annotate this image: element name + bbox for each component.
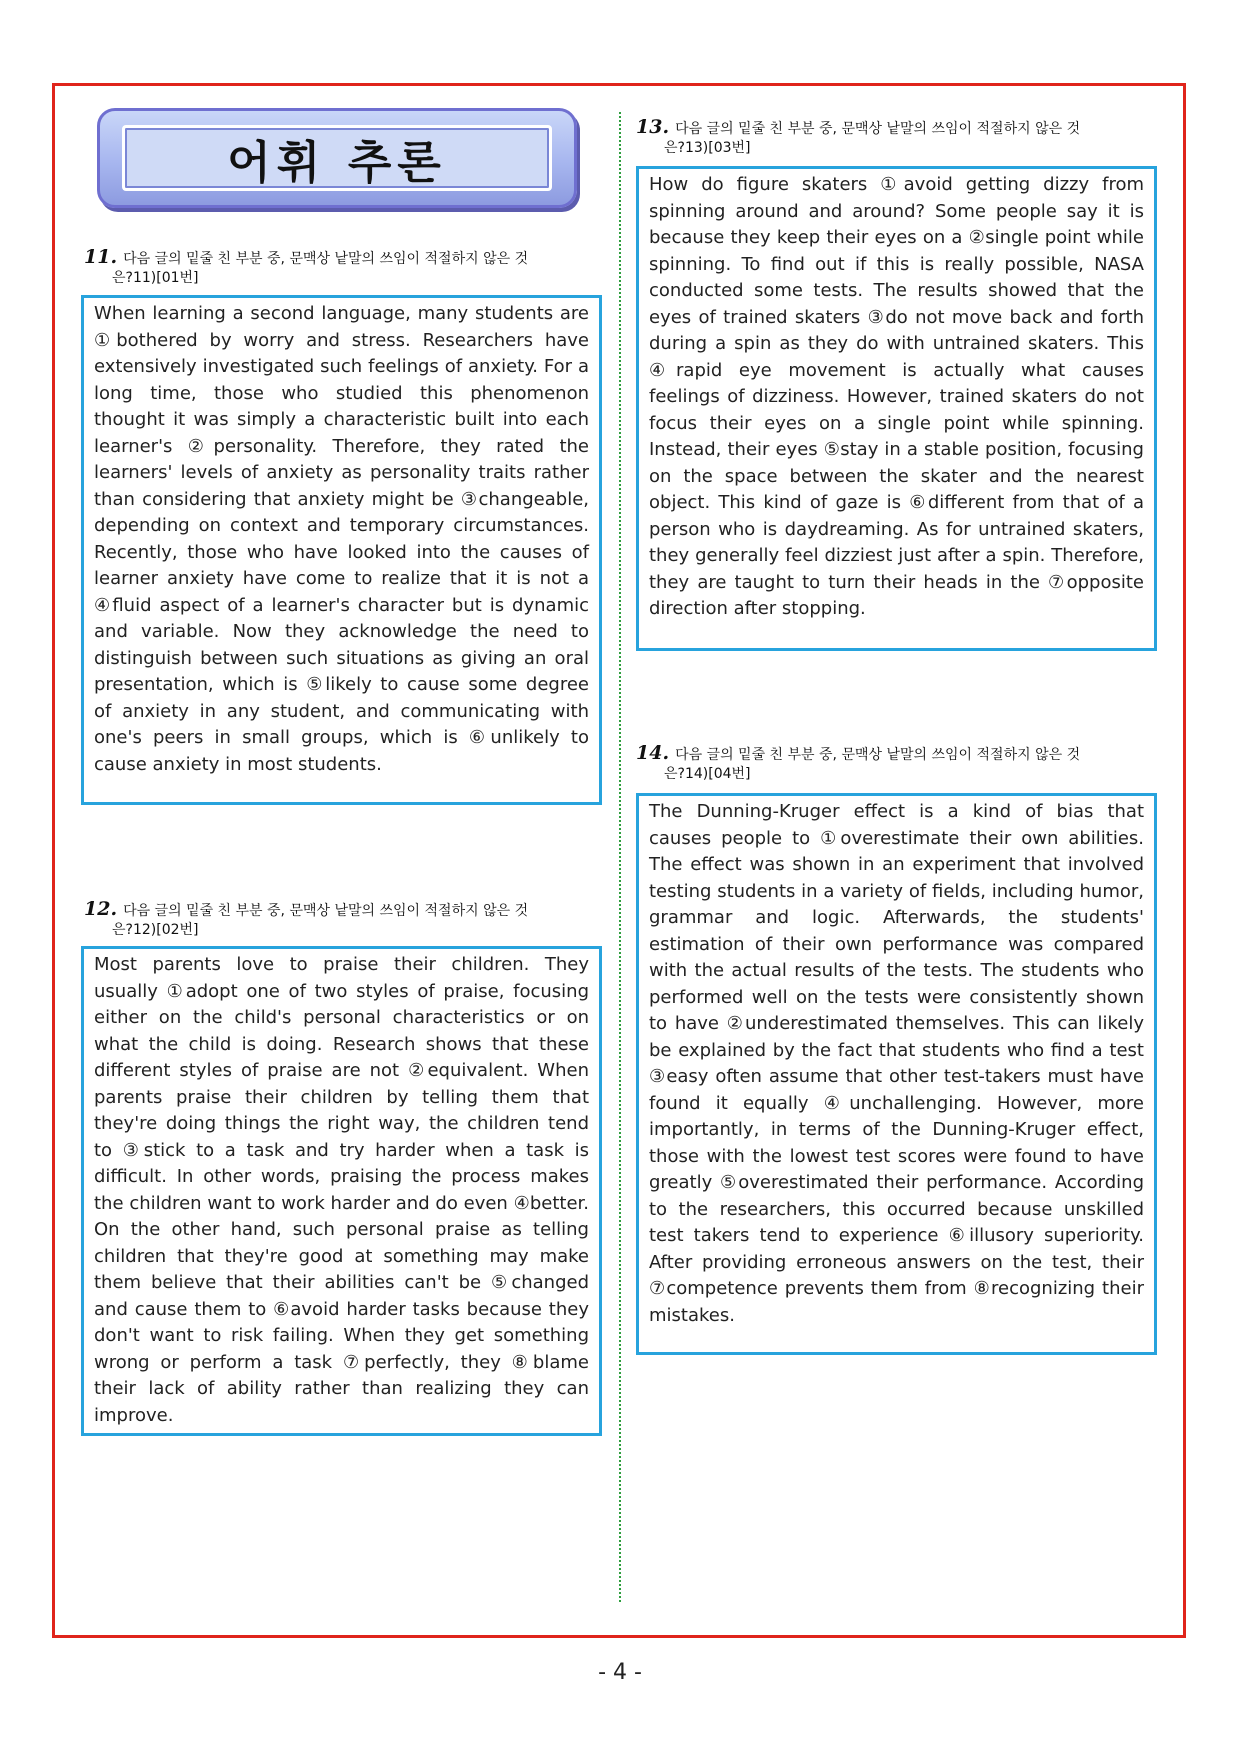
- question-14-passage-box: [636, 793, 1157, 1355]
- question-13-passage: How do figure skaters ①avoid getting dizzy from spinning around and around? Some people say it is because they keep their eyes on a ②single point while spinning. To find out if this is really possible, NASA conducted some tests. The results showed that the eyes of trained skaters ③do not move back and forth during a spin as they do with untrained skaters. This ④rapid eye movement is actually what causes feelings of dizziness. However, trained skaters do not focus their eyes on a single point while spinning. Instead, their eyes ⑤stay in a stable position, focusing on the space between the skater and the nearest object. This kind of gaze is ⑥different from that of a person who is daydreaming. As for untrained skaters, they generally feel dizziest just after a spin. Therefore, they are taught to turn their heads in the ⑦opposite direction after stopping.: [649, 174, 1144, 619]
- question-13-passage-box: [636, 166, 1157, 651]
- question-number: 11.: [84, 246, 118, 268]
- question-13-header: [636, 118, 1156, 158]
- question-14-passage: The Dunning-Kruger effect is a kind of bias that causes people to ①overestimate their own abilities. The effect was shown in an experiment that involved testing students in a variety of fields, including humor, grammar and logic. Afterwards, the students' estimation of their own performance was compared with the actual results of the tests. The students who performed well on the tests were consistently shown to have ②underestimated themselves. This can likely be explained by the fact that students who find a test ③easy often assume that other test-takers must have found it equally ④unchallenging. However, more importantly, in terms of the Dunning-Kruger effect, those with the lowest test scores were found to have greatly ⑤overestimated their performance. According to the researchers, this occurred because unskilled test takers tend to experience ⑥illusory superiority. After providing erroneous answers on the test, their ⑦competence prevents them from ⑧recognizing their mistakes.: [649, 801, 1144, 1326]
- question-11-passage: When learning a second language, many students are ①bothered by worry and stress. Researchers have extensively investigated such feelings of anxiety. For a long time, those who studied this phenomenon thought it was simply a characteristic built into each learner's ②personality. Therefore, they rated the learners' levels of anxiety as personality traits rather than considering that anxiety might be ③changeable, depending on context and temporary circumstances. Recently, those who have looked into the causes of learner anxiety have come to realize that it is not a ④fluid aspect of a learner's character but is dynamic and variable. Now they acknowledge the need to distinguish between such situations as giving an oral presentation, which is ⑤likely to cause some degree of anxiety in any student, and communicating with one's peers in small groups, which is ⑥unlikely to cause anxiety in most students.: [94, 303, 589, 775]
- question-number: 14.: [636, 742, 670, 764]
- question-source: 은?11)[01번]: [112, 270, 199, 286]
- question-number: 12.: [84, 898, 118, 920]
- section-title: 어휘 추론: [227, 135, 447, 189]
- section-title-banner: [97, 108, 577, 208]
- question-12-passage: Most parents love to praise their children. They usually ①adopt one of two styles of praise, focusing either on the child's personal characteristics or on what the child is doing. Research shows that these different styles of praise are not ②equivalent. When parents praise their children by telling them that they're doing things the right way, the children tend to ③stick to a task and try harder when a task is difficult. In other words, praising the process makes the children want to work harder and do even ④better. On the other hand, such personal praise as telling children that they're good at something may make them believe that their abilities can't be ⑤changed and cause them to ⑥avoid harder tasks because they don't want to risk failing. When they get something wrong or perform a task ⑦perfectly, they ⑧blame their lack of ability rather than realizing they can improve.: [94, 954, 589, 1426]
- question-prompt: 다음 글의 밑줄 친 부분 중, 문맥상 낱말의 쓰임이 적절하지 않은 것: [123, 251, 529, 267]
- section-title-plate: [122, 125, 552, 191]
- question-14-header: [636, 744, 1156, 784]
- question-11-header: [84, 248, 604, 288]
- question-12-header: [84, 900, 604, 940]
- question-prompt: 다음 글의 밑줄 친 부분 중, 문맥상 낱말의 쓰임이 적절하지 않은 것: [123, 903, 529, 919]
- question-number: 13.: [636, 116, 670, 138]
- question-11-passage-box: [81, 295, 602, 805]
- question-source: 은?13)[03번]: [664, 140, 751, 156]
- page-number: - 4 -: [598, 1660, 642, 1685]
- column-divider: [619, 112, 621, 1602]
- question-prompt: 다음 글의 밑줄 친 부분 중, 문맥상 낱말의 쓰임이 적절하지 않은 것: [675, 121, 1081, 137]
- question-prompt: 다음 글의 밑줄 친 부분 중, 문맥상 낱말의 쓰임이 적절하지 않은 것: [675, 747, 1081, 763]
- question-source: 은?12)[02번]: [112, 922, 199, 938]
- question-12-passage-box: [81, 946, 602, 1436]
- question-source: 은?14)[04번]: [664, 766, 751, 782]
